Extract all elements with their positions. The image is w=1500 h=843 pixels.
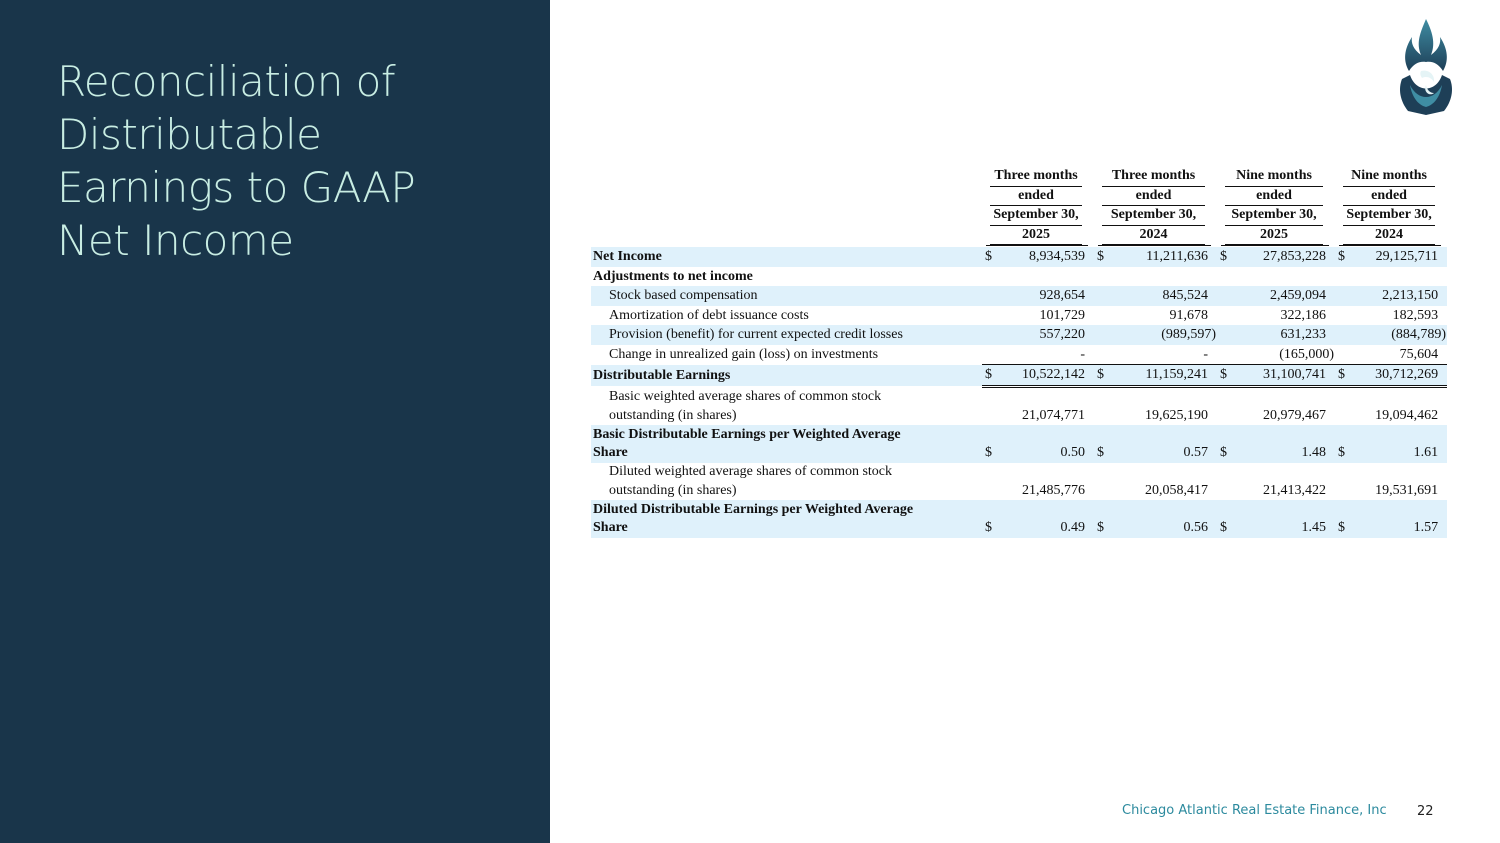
- table-row: [591, 463, 1447, 501]
- table-row: [591, 345, 1447, 365]
- cell-value: 27,853,228: [1232, 247, 1335, 267]
- currency-symbol: $: [1335, 425, 1352, 463]
- cell-value: -: [1203, 346, 1209, 362]
- empty-cell: [982, 463, 997, 501]
- cell-value: 1.57: [1352, 500, 1447, 538]
- empty-cell: [1217, 463, 1232, 501]
- page-number: 22: [1417, 804, 1434, 819]
- cell-value: 20,979,467: [1263, 407, 1327, 423]
- cell-value: 1.61: [1352, 425, 1447, 463]
- cell-value: 19,625,190: [1145, 407, 1209, 423]
- row-label-line: Diluted Distributable Earnings per Weighted Average: [593, 501, 914, 517]
- currency-symbol: $: [1335, 365, 1352, 387]
- cell-value: 1.45: [1232, 500, 1335, 538]
- cell-value: 21,074,771: [1022, 407, 1086, 423]
- empty-cell: [1094, 306, 1106, 326]
- empty-cell: [1094, 325, 1106, 345]
- empty-cell: [1335, 345, 1352, 365]
- cell-value: -: [1080, 346, 1086, 362]
- empty-cell: [1335, 286, 1352, 306]
- empty-cell: [982, 267, 1447, 287]
- cell-value: 322,186: [1280, 307, 1327, 323]
- table-row: [591, 267, 1447, 287]
- currency-symbol: $: [1335, 500, 1352, 538]
- cell-value: (989,597): [1106, 325, 1217, 345]
- cell-value: 0.57: [1106, 425, 1217, 463]
- cell-value: 557,220: [997, 325, 1094, 345]
- row-label-line: Basic weighted average shares of common stock: [609, 389, 882, 404]
- cell-value: 631,233: [1232, 325, 1335, 345]
- row-label: [591, 425, 982, 463]
- cell-value: 75,604: [1399, 346, 1439, 362]
- currency-symbol: $: [1217, 365, 1232, 387]
- cell-value: 0.56: [1106, 500, 1217, 538]
- cell-value: 0.50: [997, 425, 1094, 463]
- empty-cell: [1335, 325, 1352, 345]
- table-row: [591, 425, 1447, 463]
- cell-value: 8,934,539: [997, 247, 1094, 267]
- row-label-line: outstanding (in shares): [609, 407, 737, 423]
- row-label: Net Income: [591, 247, 982, 267]
- footer-company-name: Chicago Atlantic Real Estate Finance, Inc: [1122, 803, 1387, 818]
- column-header: Three months ended September 30, 2024: [1094, 167, 1217, 247]
- table-row: [591, 500, 1447, 538]
- currency-symbol: $: [982, 365, 997, 387]
- cell-value: 10,522,142: [997, 365, 1094, 387]
- cell-value: 0.49: [997, 500, 1094, 538]
- table-header-row: [591, 167, 1447, 247]
- currency-symbol: $: [1094, 247, 1106, 267]
- row-label-line: Diluted weighted average shares of common stock: [609, 464, 893, 479]
- cell-value: 2,213,150: [1352, 286, 1447, 306]
- table-row: [591, 286, 1447, 306]
- empty-cell: [982, 325, 997, 345]
- currency-symbol: $: [982, 500, 997, 538]
- currency-symbol: $: [1094, 500, 1106, 538]
- empty-cell: [1335, 386, 1352, 425]
- cell-value: 20,058,417: [1145, 482, 1209, 498]
- cell-value: (884,789): [1352, 325, 1447, 345]
- row-label: Change in unrealized gain (loss) on investments: [609, 346, 879, 362]
- column-header: Nine months ended September 30, 2024: [1335, 167, 1447, 247]
- currency-symbol: $: [1217, 247, 1232, 267]
- row-label: Provision (benefit) for current expected credit losses: [591, 325, 982, 345]
- row-label: Stock based compensation: [591, 286, 982, 306]
- cell-value: 11,159,241: [1106, 365, 1217, 387]
- empty-cell: [1217, 345, 1232, 365]
- empty-cell: [1094, 463, 1106, 501]
- empty-cell: [1217, 286, 1232, 306]
- cell-value: 2,459,094: [1232, 286, 1335, 306]
- empty-cell: [982, 386, 997, 425]
- cell-value: 182,593: [1392, 307, 1439, 323]
- row-label: [591, 463, 982, 501]
- empty-cell: [1094, 286, 1106, 306]
- table-row: [591, 247, 1447, 267]
- table-row: [591, 306, 1447, 326]
- slide-title: Reconciliation of Distributable Earnings to GAAP Net Income: [57, 57, 416, 265]
- cell-value: 11,211,636: [1106, 247, 1217, 267]
- cell-value: (165,000): [1279, 346, 1335, 362]
- reconciliation-table: [591, 167, 1447, 538]
- cell-value: 21,413,422: [1263, 482, 1327, 498]
- row-label: Amortization of debt issuance costs: [609, 307, 809, 323]
- currency-symbol: $: [1217, 425, 1232, 463]
- cell-value: 845,524: [1106, 286, 1217, 306]
- header-spacer: [591, 167, 982, 247]
- cell-value: 21,485,776: [1022, 482, 1086, 498]
- row-label-line: Basic Distributable Earnings per Weighted Average: [593, 426, 901, 442]
- cell-value: 19,094,462: [1375, 407, 1439, 423]
- empty-cell: [982, 306, 997, 326]
- cell-value: 91,678: [1169, 307, 1209, 323]
- cell-value: 928,654: [997, 286, 1094, 306]
- empty-cell: [982, 286, 997, 306]
- currency-symbol: $: [982, 425, 997, 463]
- sidebar-panel: [0, 0, 550, 843]
- cell-value: 31,100,741: [1232, 365, 1335, 387]
- flame-crescent-logo: [1396, 15, 1456, 119]
- empty-cell: [1217, 306, 1232, 326]
- row-label-line: outstanding (in shares): [609, 482, 737, 498]
- table-row: [591, 325, 1447, 345]
- row-label: Adjustments to net income: [593, 268, 753, 284]
- empty-cell: [1335, 306, 1352, 326]
- currency-symbol: $: [1094, 365, 1106, 387]
- row-label-line: Share: [593, 445, 628, 460]
- cell-value: 29,125,711: [1352, 247, 1447, 267]
- empty-cell: [1094, 345, 1106, 365]
- empty-cell: [1217, 325, 1232, 345]
- table-row: [591, 365, 1447, 387]
- row-label: [591, 500, 982, 538]
- empty-cell: [1217, 386, 1232, 425]
- cell-value: 1.48: [1232, 425, 1335, 463]
- cell-value: 101,729: [1039, 307, 1086, 323]
- column-header: Nine months ended September 30, 2025: [1217, 167, 1335, 247]
- column-header: Three months ended September 30, 2025: [982, 167, 1094, 247]
- empty-cell: [1094, 386, 1106, 425]
- currency-symbol: $: [982, 247, 997, 267]
- empty-cell: [1335, 463, 1352, 501]
- row-label-line: Share: [593, 520, 628, 535]
- currency-symbol: $: [1335, 247, 1352, 267]
- row-label: Distributable Earnings: [591, 365, 982, 387]
- cell-value: 19,531,691: [1375, 482, 1439, 498]
- currency-symbol: $: [1094, 425, 1106, 463]
- row-label: [591, 386, 982, 425]
- empty-cell: [982, 345, 997, 365]
- cell-value: 30,712,269: [1352, 365, 1447, 387]
- table-row: [591, 386, 1447, 425]
- currency-symbol: $: [1217, 500, 1232, 538]
